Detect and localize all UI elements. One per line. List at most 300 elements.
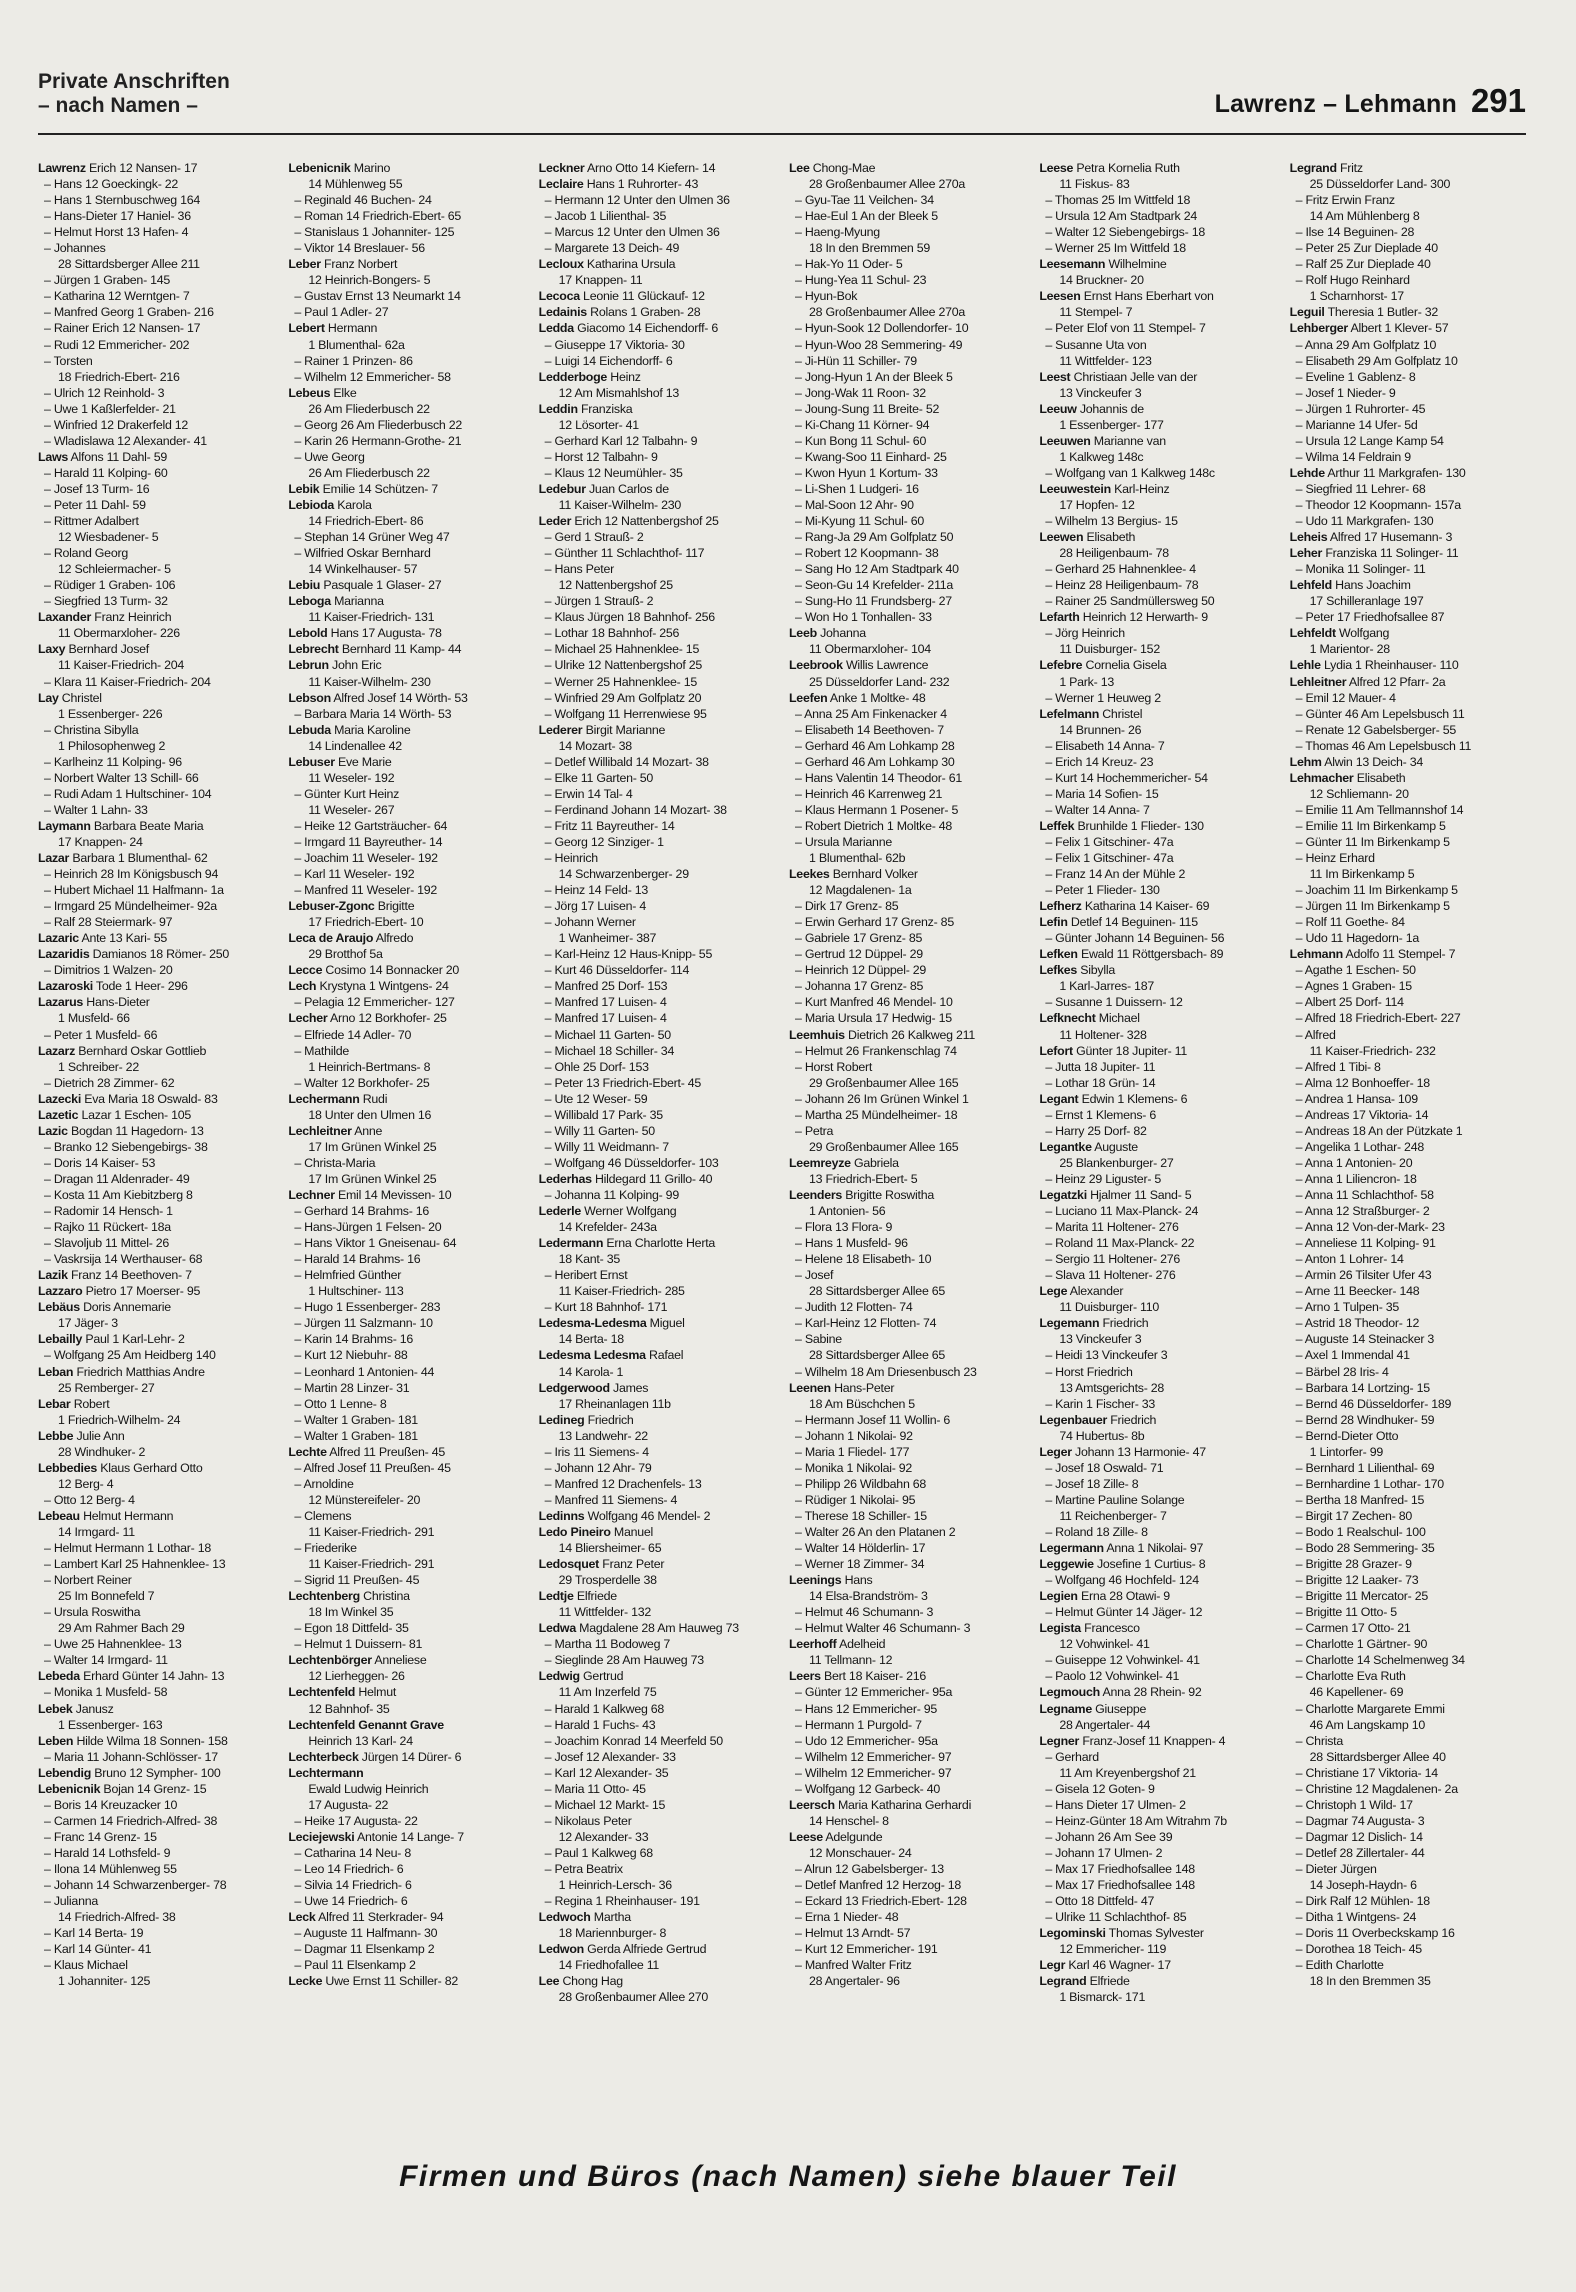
entry-text: – Otto 18 Dittfeld- 47	[1045, 1894, 1155, 1909]
directory-entry	[789, 1701, 1027, 1717]
directory-entry	[288, 1604, 526, 1620]
directory-entry	[789, 1604, 1027, 1620]
directory-entry	[1290, 1893, 1528, 1909]
surname-heading: Lefort	[1039, 1043, 1073, 1058]
directory-entry	[288, 1444, 526, 1460]
entry-text: – Thomas 25 Im Wittfeld 18	[1045, 193, 1191, 208]
entry-text: – Charlotte Margarete Emmi	[1295, 1701, 1445, 1716]
entry-text: – Wolfgang 12 Garbeck- 40	[794, 1781, 941, 1796]
directory-entry	[288, 930, 526, 946]
entry-text: – Heinrich	[544, 851, 598, 866]
entry-text: – Kwon Hyun 1 Kortum- 33	[794, 465, 938, 480]
entry-text: 13 Landwehr- 22	[558, 1428, 648, 1443]
surname-heading: Leca de Araujo	[288, 931, 374, 946]
directory-entry	[1290, 1492, 1528, 1508]
directory-entry	[789, 1797, 1027, 1813]
surname-heading: Leguil	[1289, 305, 1325, 320]
entry-text: 28 Großenbaumer Allee 270	[558, 1990, 709, 2005]
directory-entry	[539, 1123, 777, 1139]
entry-text: – Karl-Heinz 12 Haus-Knipp- 55	[544, 947, 713, 962]
directory-entry	[539, 433, 777, 449]
directory-entry	[789, 706, 1027, 722]
directory-entry	[1290, 1364, 1528, 1380]
entry-text: 14 Winkelhauser- 57	[308, 562, 418, 577]
entry-text: – Clemens	[294, 1508, 352, 1523]
surname-heading: Lazarz	[38, 1043, 76, 1058]
directory-entry	[288, 1717, 526, 1733]
directory-entry	[1290, 1107, 1528, 1123]
directory-entry	[38, 754, 276, 770]
directory-entry	[38, 1540, 276, 1556]
directory-entry	[1039, 1460, 1277, 1476]
entry-text: – Josef	[794, 1268, 834, 1283]
directory-entry	[1290, 1636, 1528, 1652]
directory-entry	[288, 369, 526, 385]
directory-entry	[288, 385, 526, 401]
entry-text: – Mathilde	[294, 1043, 349, 1058]
surname-heading: Lefarth	[1039, 610, 1080, 625]
entry-text: Marianne van	[1090, 433, 1166, 448]
entry-text: – Ilse 14 Beguinen- 28	[1295, 225, 1415, 240]
surname-heading: Leese	[1039, 161, 1074, 175]
directory-entry	[539, 1347, 777, 1363]
entry-text: Gerda Alfriede Gertrud	[583, 1942, 707, 1957]
entry-text: 28 Großenbaumer Allee 270a	[808, 177, 966, 192]
directory-entry	[288, 224, 526, 240]
entry-text: – Maria 11 Otto- 45	[544, 1781, 646, 1796]
surname-heading: Lechtenfeld	[288, 1685, 356, 1700]
entry-text: – Brigitte 28 Grazer- 9	[1295, 1557, 1412, 1572]
directory-entry	[1290, 337, 1528, 353]
entry-text: – Ki-Chang 11 Körner- 94	[794, 417, 930, 432]
directory-entry	[1290, 545, 1528, 561]
directory-entry	[1039, 1187, 1277, 1203]
surname-heading: Ledesma Ledesma	[538, 1348, 646, 1363]
directory-entry	[38, 320, 276, 336]
directory-entry	[38, 304, 276, 320]
entry-text: – Martha 25 Mündelheimer- 18	[794, 1107, 958, 1122]
entry-text: Manuel	[610, 1524, 654, 1539]
entry-text: – Werner 1 Heuweg 2	[1045, 690, 1161, 705]
directory-entry	[1290, 224, 1528, 240]
entry-text: – Katharina 12 Werntgen- 7	[44, 289, 190, 304]
directory-entry	[1039, 609, 1277, 625]
entry-text: Robert	[70, 1396, 110, 1411]
directory-entry	[1039, 417, 1277, 433]
directory-entry	[38, 1123, 276, 1139]
entry-text: – Uwe 14 Friedrich- 6	[294, 1894, 408, 1909]
entry-text: – Siegfried 11 Lehrer- 68	[1295, 481, 1426, 496]
entry-text: 1 Philosophenweg 2	[58, 738, 166, 753]
entry-text: – Wolfgang 46 Hochfeld- 124	[1045, 1573, 1199, 1588]
directory-entry	[288, 417, 526, 433]
directory-entry	[1290, 1765, 1528, 1781]
entry-text: – Bertha 18 Manfred- 15	[1295, 1492, 1425, 1507]
entry-text: – Rainer Erich 12 Nansen- 17	[44, 321, 201, 336]
directory-entry	[789, 1717, 1027, 1733]
directory-entry	[789, 497, 1027, 513]
entry-text: – Manfred Georg 1 Graben- 216	[44, 305, 214, 320]
directory-entry	[1039, 1909, 1277, 1925]
directory-entry	[789, 1171, 1027, 1187]
entry-text: – Alfred 1 Tibi- 8	[1295, 1059, 1381, 1074]
directory-entry	[38, 1781, 276, 1797]
directory-entry	[1290, 1027, 1528, 1043]
entry-text: – Manfred 17 Luisen- 4	[544, 1011, 667, 1026]
directory-entry	[1290, 1315, 1528, 1331]
directory-entry	[288, 866, 526, 882]
directory-entry	[789, 657, 1027, 673]
directory-columns	[38, 160, 1528, 2060]
directory-entry	[38, 850, 276, 866]
directory-entry	[38, 1251, 276, 1267]
surname-heading: Lebar	[38, 1396, 71, 1411]
directory-entry	[288, 641, 526, 657]
directory-entry	[539, 240, 777, 256]
directory-entry	[789, 1893, 1027, 1909]
entry-text: 11 Tellmann- 12	[808, 1653, 893, 1668]
entry-text: – Walter 1 Lahn- 33	[44, 802, 148, 817]
directory-entry	[38, 176, 276, 192]
directory-entry	[38, 882, 276, 898]
directory-entry	[1039, 369, 1277, 385]
directory-entry	[789, 1765, 1027, 1781]
surname-heading: Lechte	[288, 1444, 327, 1459]
surname-heading: Lefherz	[1039, 899, 1082, 914]
entry-text: – Michael 11 Garten- 50	[544, 1027, 671, 1042]
entry-text: 1 Blumenthal- 62a	[308, 337, 405, 352]
directory-entry	[1290, 577, 1528, 593]
entry-text: – Ernst 1 Klemens- 6	[1045, 1107, 1157, 1122]
entry-text: – Jürgen 1 Graben- 145	[44, 273, 171, 288]
surname-heading: Ledosquet	[538, 1557, 600, 1572]
entry-text: Pasquale 1 Glaser- 27	[320, 578, 442, 593]
entry-text: – Heinz 28 Heiligenbaum- 78	[1045, 578, 1199, 593]
directory-entry	[539, 577, 777, 593]
entry-text: – Harald 14 Brahms- 16	[294, 1252, 421, 1267]
directory-entry	[789, 1460, 1027, 1476]
directory-entry	[38, 1941, 276, 1957]
directory-entry	[789, 1444, 1027, 1460]
entry-text: 11 Weseler- 192	[308, 770, 395, 785]
directory-entry	[1039, 1588, 1277, 1604]
directory-entry	[1290, 802, 1528, 818]
entry-text: Marino	[350, 161, 391, 175]
directory-entry	[1290, 369, 1528, 385]
directory-entry	[789, 1508, 1027, 1524]
directory-entry	[38, 272, 276, 288]
entry-text: – Emil 12 Mauer- 4	[1295, 690, 1396, 705]
directory-entry	[1290, 385, 1528, 401]
surname-heading: Laymann	[38, 818, 91, 833]
entry-text: – Uwe 25 Hahnenklee- 13	[44, 1637, 182, 1652]
directory-entry	[38, 385, 276, 401]
entry-text: – Manfred 17 Luisen- 4	[544, 995, 667, 1010]
directory-entry	[1039, 641, 1277, 657]
entry-text: – Gerhard	[1045, 1749, 1099, 1764]
entry-text: – Alrun 12 Gabelsberger- 13	[794, 1861, 944, 1876]
entry-text: 28 Heiligenbaum- 78	[1059, 546, 1169, 561]
surname-heading: Lazik	[38, 1268, 68, 1283]
surname-heading: Ledineg	[538, 1412, 585, 1427]
directory-entry	[288, 1636, 526, 1652]
directory-entry	[539, 1315, 777, 1331]
entry-text: – Josef 18 Zille- 8	[1045, 1476, 1139, 1491]
entry-text: – Otto 12 Berg- 4	[44, 1492, 135, 1507]
directory-entry	[1039, 1620, 1277, 1636]
entry-text: Katharina Ursula	[583, 257, 676, 272]
entry-text: – Hyun-Sook 12 Dollendorfer- 10	[794, 321, 969, 336]
directory-entry	[288, 1027, 526, 1043]
directory-entry	[288, 1412, 526, 1428]
directory-entry	[539, 1989, 777, 2005]
surname-heading: Leckner	[538, 161, 585, 175]
entry-text: – Helmut Horst 13 Hafen- 4	[44, 225, 189, 240]
directory-entry	[1290, 320, 1528, 336]
entry-text: – Harald 14 Lothsfeld- 9	[44, 1845, 171, 1860]
directory-entry	[288, 1620, 526, 1636]
entry-text: – Michael 25 Hahnenklee- 15	[544, 642, 700, 657]
directory-entry	[38, 353, 276, 369]
directory-entry	[1039, 1059, 1277, 1075]
entry-text: – Christiane 17 Viktoria- 14	[1295, 1765, 1438, 1780]
surname-heading: Leerhoff	[788, 1637, 837, 1652]
directory-entry	[288, 786, 526, 802]
directory-entry	[539, 1203, 777, 1219]
entry-text: – Heidi 13 Vinckeufer 3	[1045, 1348, 1168, 1363]
directory-entry	[288, 834, 526, 850]
entry-text: – Susanne 1 Duissern- 12	[1045, 995, 1183, 1010]
directory-entry	[1039, 1476, 1277, 1492]
surname-heading: Leersch	[788, 1797, 835, 1812]
directory-entry	[1290, 1235, 1528, 1251]
directory-entry	[38, 1636, 276, 1652]
entry-text: – Joung-Sung 11 Breite- 52	[794, 401, 940, 416]
directory-entry	[1290, 1620, 1528, 1636]
surname-heading: Legrand	[1039, 1974, 1087, 1989]
entry-text: 25 Düsseldorfer Land- 232	[808, 674, 950, 689]
directory-entry	[789, 609, 1027, 625]
entry-text: – Eveline 1 Gablenz- 8	[1295, 369, 1416, 384]
entry-text: – Horst Robert	[794, 1059, 873, 1074]
directory-entry	[539, 1412, 777, 1428]
entry-text: – Josef 13 Turm- 16	[44, 481, 150, 496]
directory-entry	[789, 385, 1027, 401]
directory-entry	[1039, 754, 1277, 770]
directory-entry	[1290, 304, 1528, 320]
directory-entry	[1290, 1171, 1528, 1187]
entry-text: 17 Knappen- 11	[558, 273, 643, 288]
directory-entry	[1290, 914, 1528, 930]
entry-text: Elisabeth	[1353, 770, 1406, 785]
directory-entry	[38, 1075, 276, 1091]
entry-text: – Horst Friedrich	[1045, 1364, 1133, 1379]
directory-entry	[789, 1315, 1027, 1331]
directory-entry	[1039, 1010, 1277, 1026]
directory-entry	[288, 288, 526, 304]
directory-entry	[1290, 882, 1528, 898]
directory-entry	[539, 1925, 777, 1941]
entry-text: Marianna	[330, 594, 384, 609]
directory-entry	[789, 802, 1027, 818]
surname-heading: Leher	[1289, 546, 1323, 561]
entry-text: – Karin 1 Fischer- 33	[1045, 1396, 1156, 1411]
entry-text: – Wilma 14 Feldrain 9	[1295, 449, 1411, 464]
entry-text: – Guiseppe 12 Vohwinkel- 41	[1045, 1653, 1200, 1668]
entry-text: – Udo 11 Markgrafen- 130	[1295, 514, 1434, 529]
footer-note: Firmen und Büros (nach Namen) siehe blauer Teil	[399, 2160, 1177, 2193]
directory-entry	[539, 722, 777, 738]
directory-entry	[539, 1540, 777, 1556]
entry-text: 13 Amtsgerichts- 28	[1059, 1380, 1165, 1395]
directory-entry	[789, 208, 1027, 224]
directory-entry	[38, 738, 276, 754]
entry-text: Rudi	[359, 1091, 388, 1106]
entry-text: – Viktor 14 Breslauer- 56	[294, 241, 425, 256]
directory-entry	[1039, 320, 1277, 336]
entry-text: 1 Antonien- 56	[808, 1204, 886, 1219]
directory-entry	[539, 1781, 777, 1797]
surname-heading: Lehberger	[1289, 321, 1348, 336]
directory-entry	[1039, 304, 1277, 320]
entry-text: – Heinrich 12 Düppel- 29	[794, 963, 927, 978]
entry-text: 11 Holtener- 328	[1059, 1027, 1147, 1042]
directory-entry	[789, 1203, 1027, 1219]
directory-entry	[288, 1267, 526, 1283]
directory-entry	[288, 192, 526, 208]
surname-heading: Ledwa	[538, 1621, 576, 1636]
entry-text: – Heike 17 Augusta- 22	[294, 1813, 418, 1828]
directory-entry	[288, 1877, 526, 1893]
directory-entry	[789, 722, 1027, 738]
directory-entry	[38, 770, 276, 786]
directory-entry	[789, 1219, 1027, 1235]
entry-text: – Friederike	[294, 1541, 357, 1556]
entry-text: – Leonhard 1 Antonien- 44	[294, 1364, 435, 1379]
directory-entry	[789, 1684, 1027, 1700]
surname-heading: Leban	[38, 1364, 74, 1379]
directory-entry	[288, 1203, 526, 1219]
entry-text: – Heinz 29 Liguster- 5	[1045, 1171, 1162, 1186]
directory-entry	[539, 1652, 777, 1668]
directory-entry	[539, 1075, 777, 1091]
section-title-line1: Private Anschriften	[38, 70, 230, 93]
surname-heading: Lebrecht	[288, 642, 339, 657]
directory-entry	[539, 978, 777, 994]
directory-entry	[539, 1364, 777, 1380]
entry-text: Juan Carlos de	[585, 481, 669, 496]
entry-text: – Monika 1 Musfeld- 58	[44, 1685, 168, 1700]
entry-text: 14 Friedrich-Alfred- 38	[58, 1910, 176, 1925]
directory-entry	[1039, 256, 1277, 272]
directory-entry	[38, 834, 276, 850]
entry-text: – Charlotte 14 Schelmenweg 34	[1295, 1653, 1465, 1668]
directory-entry	[1039, 577, 1277, 593]
directory-entry	[789, 754, 1027, 770]
entry-text: – Robert 12 Koopmann- 38	[794, 546, 939, 561]
entry-text: – Maria Ursula 17 Hedwig- 15	[794, 1011, 952, 1026]
entry-text: – Rüdiger 1 Graben- 106	[44, 578, 176, 593]
directory-entry	[539, 657, 777, 673]
directory-entry	[38, 1973, 276, 1989]
surname-heading: Lege	[1039, 1284, 1068, 1299]
directory-entry	[38, 1524, 276, 1540]
entry-text: – Walter 14 Irmgard- 11	[44, 1653, 168, 1668]
entry-text: Maria Katharina Gerhardi	[834, 1797, 972, 1812]
directory-entry	[789, 561, 1027, 577]
entry-text: 25 Im Bonnefeld 7	[58, 1589, 155, 1604]
directory-entry	[1039, 818, 1277, 834]
directory-entry	[38, 1765, 276, 1781]
entry-text: – Gabriele 17 Grenz- 85	[794, 931, 923, 946]
directory-entry	[539, 1749, 777, 1765]
entry-text: – Rainer 1 Prinzen- 86	[294, 353, 413, 368]
surname-heading: Legominski	[1039, 1926, 1106, 1941]
surname-heading: Leeb	[788, 626, 817, 641]
entry-text: Sibylla	[1077, 963, 1116, 978]
entry-text: Franz Heinrich	[91, 610, 172, 625]
directory-column	[789, 160, 1027, 2060]
surname-heading: Leeuw	[1039, 401, 1077, 416]
directory-entry	[789, 834, 1027, 850]
entry-text: 11 Am Inzerfeld 75	[558, 1685, 657, 1700]
directory-entry	[38, 674, 276, 690]
entry-text: – Ilona 14 Mühlenweg 55	[44, 1861, 177, 1876]
entry-text: Josefine 1 Curtius- 8	[1093, 1557, 1206, 1572]
directory-entry	[789, 545, 1027, 561]
directory-entry	[539, 1829, 777, 1845]
surname-heading: Ledwoch	[538, 1910, 591, 1925]
directory-entry	[1290, 401, 1528, 417]
entry-text: – Luciano 11 Max-Planck- 24	[1045, 1204, 1199, 1219]
directory-entry	[539, 1556, 777, 1572]
directory-entry	[789, 1652, 1027, 1668]
section-title	[38, 70, 230, 118]
entry-text: – Reginald 46 Buchen- 24	[294, 193, 432, 208]
directory-entry	[288, 1043, 526, 1059]
directory-entry	[789, 1428, 1027, 1444]
entry-text: – Helmut 1 Duissern- 81	[294, 1637, 423, 1652]
surname-heading: Lebenicnik	[288, 161, 351, 175]
directory-entry	[288, 1668, 526, 1684]
directory-entry	[539, 1107, 777, 1123]
directory-entry	[789, 1588, 1027, 1604]
entry-text: – Helmfried Günther	[294, 1268, 402, 1283]
directory-entry	[789, 1636, 1027, 1652]
directory-entry	[1290, 1299, 1528, 1315]
entry-text: – Bernd 46 Düsseldorfer- 189	[1295, 1396, 1452, 1411]
directory-entry	[1290, 706, 1528, 722]
directory-entry	[288, 850, 526, 866]
directory-entry	[1039, 1813, 1277, 1829]
directory-entry	[539, 930, 777, 946]
entry-text: Leonie 11 Glückauf- 12	[579, 289, 705, 304]
entry-text: Tode 1 Heer- 296	[92, 979, 188, 994]
entry-text: – Anna 25 Am Finkenacker 4	[794, 706, 947, 721]
directory-entry	[38, 1556, 276, 1572]
directory-entry	[1290, 962, 1528, 978]
directory-entry	[1290, 1717, 1528, 1733]
directory-entry	[539, 1508, 777, 1524]
directory-entry	[1039, 1171, 1277, 1187]
entry-text: – Peter Elof von 11 Stempel- 7	[1045, 321, 1206, 336]
directory-entry	[789, 770, 1027, 786]
surname-heading: Ledgerwood	[538, 1380, 610, 1395]
directory-entry	[789, 786, 1027, 802]
directory-entry	[288, 1909, 526, 1925]
entry-text: Theresia 1 Butler- 32	[1324, 305, 1439, 320]
directory-entry	[539, 417, 777, 433]
